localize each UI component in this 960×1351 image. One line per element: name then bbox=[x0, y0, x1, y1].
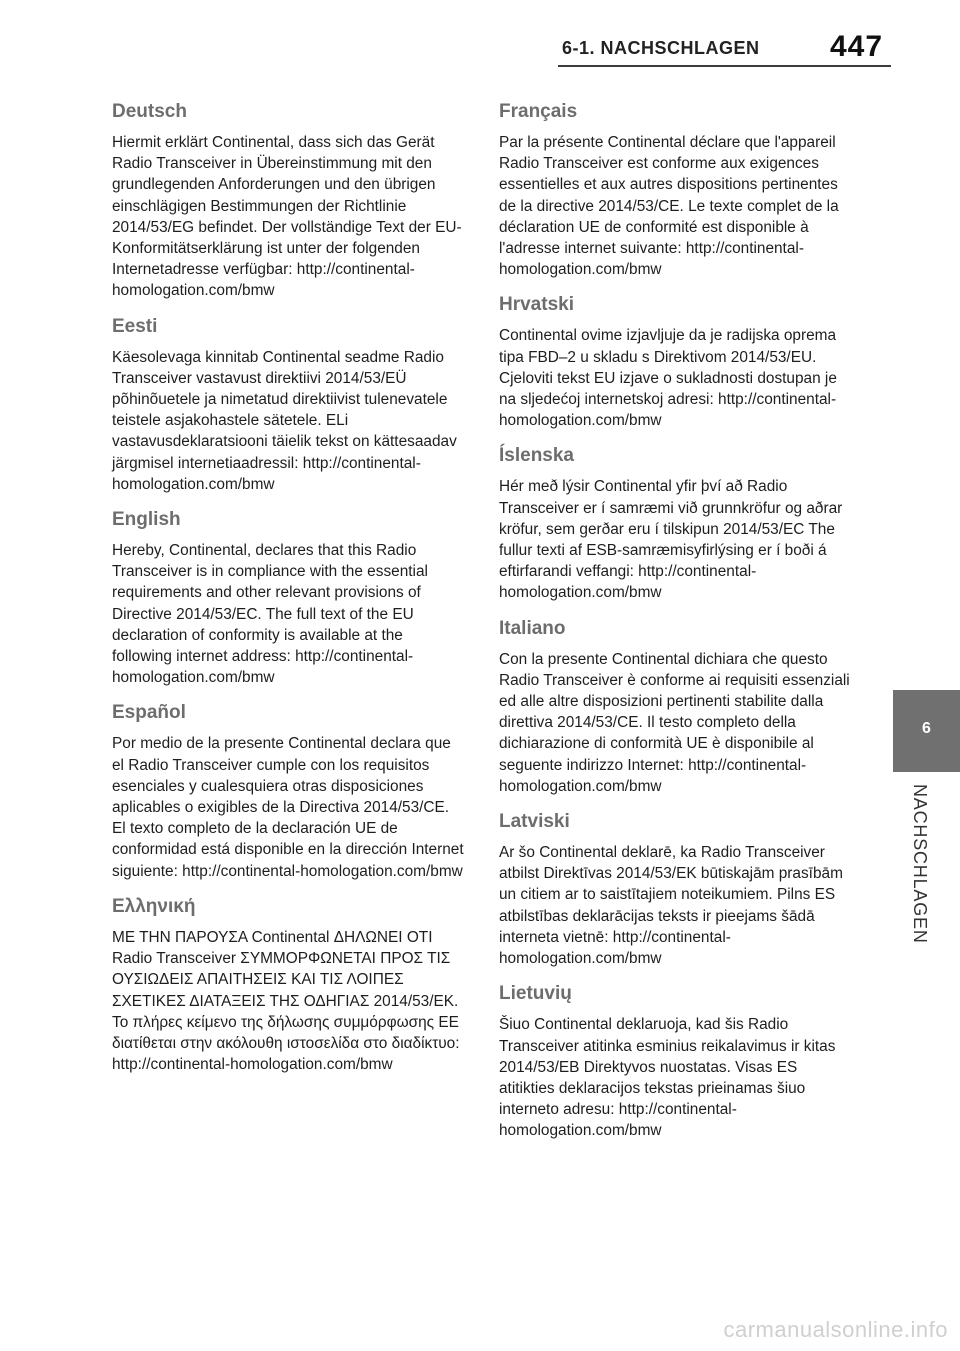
language-heading: Español bbox=[112, 702, 186, 724]
language-heading: Hrvatski bbox=[499, 294, 574, 316]
section-greek bbox=[112, 895, 464, 1075]
section-italiano bbox=[499, 617, 851, 797]
declaration-text: ΜΕ ΤΗΝ ΠΑΡΟΥΣΑ Continental ΔΗΛΩΝΕΙ ΟΤΙ Radio Transceiver ΣΥΜΜΟΡΦΩΝΕΤΑΙ ΠΡΟΣ ΤΙΣ ΟΥΣΙΩΔΕΙΣ ΑΠΑΙΤΗΣΕΙΣ ΚΑΙ ΤΙΣ ΛΟΙΠΕΣ ΣΧΕΤΙΚΕΣ ΔΙΑΤΑΞΕΙΣ ΤΗΣ ΟΔΗΓΙΑΣ 2014/53/ΕΚ. Το πλήρες κείμενο της δήλωσης συμμόρφωσης ΕΕ διατίθεται στην ακόλουθη ιστοσελίδα στο διαδίκτυο: http://continental-homologation.com/bmw bbox=[112, 928, 460, 1074]
section-islenska bbox=[499, 444, 851, 603]
chapter-tab[interactable] bbox=[893, 690, 960, 772]
section-english bbox=[112, 508, 464, 688]
language-heading: Eesti bbox=[112, 315, 158, 337]
declaration-text: Par la présente Continental déclare que l'appareil Radio Transceiver est conforme aux exigences essentielles et aux autres dispositions pertinentes de la directive 2014/53/CE. Le texte complet de la déclaration UE de conformité est disponible à l'adresse internet suivante: http://continental-homologation.com/bmw bbox=[499, 134, 839, 279]
declaration-text: Käesolevaga kinnitab Continental seadme Radio Transceiver vastavust direktiivi 2014/53/EÜ põhinõuetele ja nimetatud direktiivist tulenevatele teistele asjakohastele sätetele. ELi vastavusdeklaratsiooni täielik tekst on kättesaadav järgmisel internetiaadressil: http://continental-homologation.com/bmw bbox=[112, 348, 457, 493]
language-heading: Deutsch bbox=[112, 101, 187, 122]
declaration-text: Continental ovime izjavljuje da je radijska oprema tipa FBD–2 u skladu s Direktivom 2014/53/EU. Cjeloviti tekst EU izjave o sukladnosti dostupan je na sljedećoj internetskoj adresi: http://continental-homologation.com/bmw bbox=[499, 327, 837, 430]
section-hrvatski bbox=[499, 293, 851, 431]
section-latviski bbox=[499, 810, 851, 969]
language-heading: Lietuvių bbox=[499, 983, 572, 1005]
left-column bbox=[112, 100, 464, 1088]
declaration-text: Ar šo Continental deklarē, ka Radio Transceiver atbilst Direktīvas 2014/53/EK būtiskajām prasībām un citiem ar to saistītajiem noteikumiem. Pilns ES atbilstības deklarācijas teksts ir pieejams šādā interneta vietnē: http://continental-homologation.com/bmw bbox=[499, 844, 843, 968]
chapter-number: 6 bbox=[922, 720, 931, 737]
language-heading: Latviski bbox=[499, 811, 570, 833]
right-column bbox=[499, 100, 851, 1155]
language-heading: Français bbox=[499, 101, 578, 122]
section-francais bbox=[499, 100, 851, 280]
section-lietuviu bbox=[499, 982, 851, 1141]
language-heading: Italiano bbox=[499, 617, 566, 639]
language-heading: Íslenska bbox=[499, 445, 574, 467]
declaration-text: Hér með lýsir Continental yfir því að Radio Transceiver er í samræmi við grunnkröfur og aðrar kröfur, sem gerðar eru í tilskipun 2014/53/EC The fullur texti af ESB-samræmisyfirlýsing er í boði á eftirfarandi veffangi: http://continental-homologation.com/bmw bbox=[499, 478, 843, 602]
chapter-label bbox=[901, 784, 931, 954]
header-rule bbox=[558, 65, 891, 67]
declaration-text: Con la presente Continental dichiara che questo Radio Transceiver è conforme ai requisiti essenziali ed alle altre disposizioni pertinenti stabilite dalla direttiva 2014/53/CE. Il testo completo della dichiarazione di conformità UE è disponibile al seguente indirizzo Internet: http://continental-homologation.com/bmw bbox=[499, 650, 850, 795]
declaration-text: Šiuo Continental deklaruoja, kad šis Radio Transceiver atitinka esminius reikalavimus ir kitas 2014/53/EB Direktyvos nuostatas. Visas ES atitikties deklaracijos tekstas prieinamas šiuo interneto adresu: http://continental-homologation.com/bmw bbox=[499, 1016, 836, 1140]
language-heading: Ελληνική bbox=[112, 895, 196, 917]
page-number: 447 bbox=[830, 30, 884, 63]
section-espanol bbox=[112, 701, 464, 881]
language-heading: English bbox=[112, 509, 181, 531]
declaration-text: Hereby, Continental, declares that this Radio Transceiver is in compliance with the essential requirements and other relevant provisions of Directive 2014/53/EC. The full text of the EU declaration of conformity is available at the following internet address: http://continental-homologation.com/bmw bbox=[112, 542, 428, 687]
section-eesti bbox=[112, 315, 464, 495]
section-deutsch bbox=[112, 100, 464, 302]
running-header: 6-1. NACHSCHLAGEN bbox=[562, 38, 760, 58]
declaration-text: Por medio de la presente Continental declara que el Radio Transceiver cumple con los requisitos esenciales y cualesquiera otras disposiciones aplicables o exigibles de la Directiva 2014/53/CE. El texto completo de la declaración UE de conformidad está disponible en la dirección Internet siguiente: http://continental-homologation.com/bmw bbox=[112, 735, 464, 880]
chapter-label-text: NACHSCHLAGEN bbox=[910, 784, 930, 944]
watermark: carmanualsonline.info bbox=[723, 1317, 948, 1342]
declaration-text: Hiermit erklärt Continental, dass sich das Gerät Radio Transceiver in Übereinstimmung mit den grundlegenden Anforderungen und den übrigen einschlägigen Bestimmungen der Richtlinie 2014/53/EG befindet. Der vollständige Text der EU-Konformitätserklärung ist unter der folgenden Internetadresse verfügbar: http://continental-homologation.com/bmw bbox=[112, 134, 462, 300]
